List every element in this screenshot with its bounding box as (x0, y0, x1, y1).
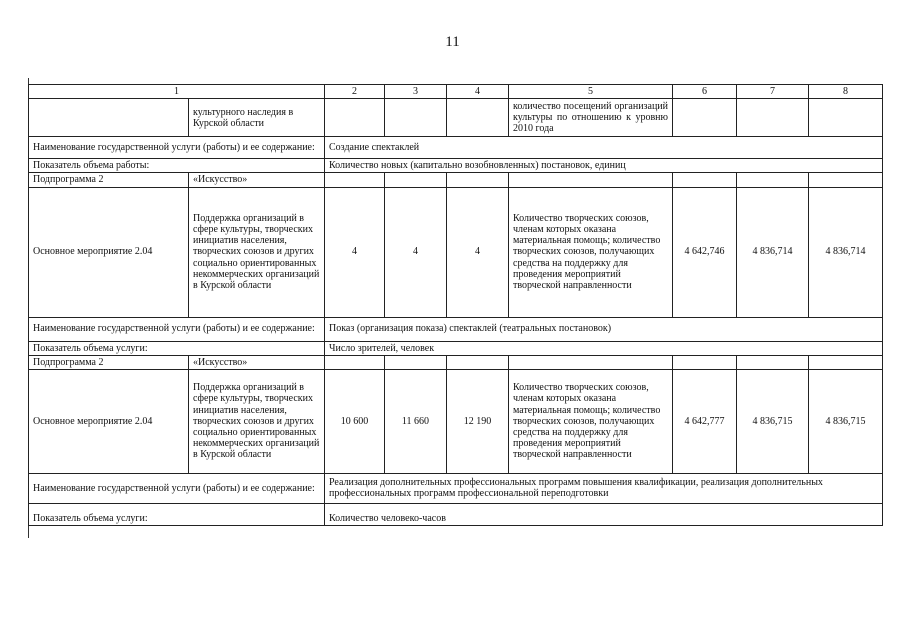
value-col-7: 4 836,714 (737, 187, 809, 317)
column-header-2: 2 (325, 85, 385, 99)
service-name-value: Создание спектаклей (325, 137, 883, 159)
service-name-row (29, 317, 883, 341)
value-col-3: 4 (385, 187, 447, 317)
service-indicator-value: Число зрителей, человек (325, 341, 883, 355)
budget-table (28, 84, 883, 526)
measure-description: Поддержка организаций в сфере культуры, творческих инициатив населения, творческих союзов и других социально ориентированных некоммерческих организаций в Курской области (189, 369, 325, 473)
subprogram-row (29, 173, 883, 187)
column-header-7: 7 (737, 85, 809, 99)
column-header-5: 5 (509, 85, 673, 99)
service-name-row (29, 473, 883, 503)
service-indicator-row (29, 341, 883, 355)
subprogram-value: «Искусство» (189, 173, 325, 187)
service-name-label: Наименование государственной услуги (работы) и ее содержание: (29, 137, 325, 159)
column-header-3: 3 (385, 85, 447, 99)
service-indicator-value: Количество новых (капитально возобновленных) постановок, единиц (325, 159, 883, 173)
service-indicator-label: Показатель объема услуги: (29, 511, 325, 525)
column-header-4: 4 (447, 85, 509, 99)
value-col-8: 4 836,714 (809, 187, 883, 317)
service-name-label: Наименование государственной услуги (работы) и ее содержание: (29, 473, 325, 503)
service-name-value: Показ (организация показа) спектаклей (театральных постановок) (325, 317, 883, 341)
value-col-6: 4 642,777 (673, 369, 737, 473)
value-col-4: 4 (447, 187, 509, 317)
value-col-2: 4 (325, 187, 385, 317)
value-col-2: 10 600 (325, 369, 385, 473)
service-name-label: Наименование государственной услуги (работы) и ее содержание: (29, 317, 325, 341)
measure-label: Основное мероприятие 2.04 (29, 187, 189, 317)
subprogram-value: «Искусство» (189, 355, 325, 369)
service-indicator-label: Показатель объема работы: (29, 159, 325, 173)
indicator-description: Количество творческих союзов, членам которых оказана материальная помощь; количество творческих союзов, получающих средства на поддержку для проведения мероприятий творческой направленности (509, 187, 673, 317)
page-number: 11 (445, 34, 460, 50)
measure-label: Основное мероприятие 2.04 (29, 369, 189, 473)
spacer-row (29, 503, 883, 511)
measure-description: Поддержка организаций в сфере культуры, творческих инициатив населения, творческих союзов и других социально ориентированных некоммерческих организаций в Курской области (189, 187, 325, 317)
column-header-1: 1 (29, 85, 325, 99)
value-col-3: 11 660 (385, 369, 447, 473)
measure-row (29, 187, 883, 317)
continuation-measure-text: культурного наследия в Курской области (189, 99, 325, 137)
continuation-indicator-text: количество посещений организаций культуры по отношению к уровню 2010 года (509, 99, 673, 137)
service-indicator-value: Количество человеко-часов (325, 511, 883, 525)
service-name-value: Реализация дополнительных профессиональных программ повышения квалификации, реализация дополнительных профессиональных программ профессиональной переподготовки (325, 473, 883, 503)
subprogram-row (29, 355, 883, 369)
value-col-4: 12 190 (447, 369, 509, 473)
column-header-row (29, 85, 883, 99)
service-indicator-label: Показатель объема услуги: (29, 341, 325, 355)
subprogram-label: Подпрограмма 2 (29, 355, 189, 369)
value-col-6: 4 642,746 (673, 187, 737, 317)
service-name-row (29, 137, 883, 159)
indicator-description: Количество творческих союзов, членам которых оказана материальная помощь; количество творческих союзов, получающих средства на поддержку для проведения мероприятий творческой направленности (509, 369, 673, 473)
measure-row (29, 369, 883, 473)
value-col-8: 4 836,715 (809, 369, 883, 473)
service-indicator-row (29, 159, 883, 173)
service-indicator-row (29, 511, 883, 525)
subprogram-label: Подпрограмма 2 (29, 173, 189, 187)
continuation-row (29, 99, 883, 137)
column-header-8: 8 (809, 85, 883, 99)
value-col-7: 4 836,715 (737, 369, 809, 473)
column-header-6: 6 (673, 85, 737, 99)
